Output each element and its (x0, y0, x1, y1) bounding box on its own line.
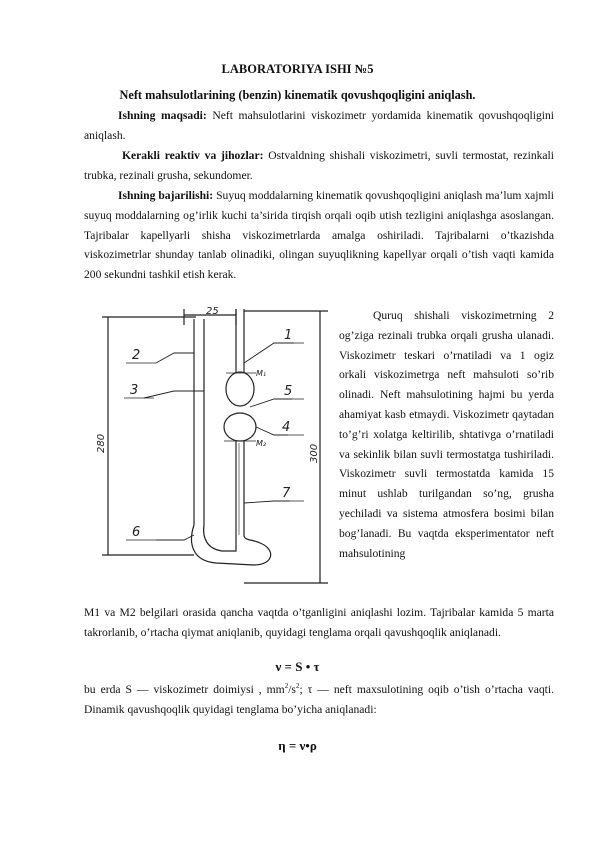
continuation-paragraph: M1 va M2 belgilari orasida qancha vaqtda o’tganligini aniqlashi lozim. Tajribalar kamida 5 marta takrorlanib, o’rtacha qiymat aniqlanib, quyidagi tenglama orqali qavushqoqlik aniqlanadi. (84, 606, 554, 639)
lab-subtitle: Neft mahsulotlarining (benzin) kinematik qovushqoqligini aniqlash. (119, 88, 476, 102)
procedure-label: Ishning bajarilishi: (118, 189, 214, 202)
explanation-sup2: 2 (295, 682, 300, 690)
kinematic-viscosity-formula: ν = S • τ (275, 659, 320, 674)
bottom-reservoir-inner (204, 525, 236, 551)
dynamic-viscosity-formula: η = ν•ρ (278, 738, 317, 753)
materials-text: Ostvaldning shishali viskozimetri, suvli termostat, rezinkali trubka, rezinali grusha, sekundomer. (84, 149, 554, 182)
label-7: 7 (282, 486, 291, 501)
leader-2 (156, 353, 194, 363)
goal-paragraph (84, 106, 554, 146)
dim-label-left: 280 (96, 433, 107, 453)
lab-title: LABORATORIYA ISHI №5 (221, 62, 374, 76)
procedure-paragraph (84, 186, 554, 285)
mark-m2: M₂ (256, 439, 267, 448)
label-1: 1 (284, 328, 293, 343)
explanation-part1: bu erda S — viskozimetr doimiysi , mm (84, 683, 285, 696)
dim-label-right: 300 (309, 443, 320, 463)
label-6: 6 (132, 525, 141, 540)
materials-label: Kerakli reaktiv va jihozlar: (122, 149, 264, 162)
explanation-sup1: 2 (284, 682, 289, 690)
label-4: 4 (282, 420, 291, 435)
dim-label-top: 25 (206, 306, 219, 317)
leader-6 (156, 535, 194, 540)
explanation-part2: /s (288, 683, 296, 696)
label-5: 5 (284, 384, 293, 399)
goal-text: Neft mahsulotlarini viskozimetr yordamida kinematik qovushqoqligini aniqlash. (84, 109, 554, 142)
leader-5 (250, 399, 292, 407)
goal-label: Ishning maqsadi: (118, 109, 207, 122)
explanation-paragraph (84, 680, 554, 720)
materials-paragraph (84, 146, 554, 186)
leader-1 (244, 343, 294, 363)
side-text: Quruq shishali viskozimetrning 2 og’ziga rezinali trubka orqali grusha ulanadi. Viskozimetr teskari o’rnatiladi va 1 ogiz orkali viskozimetrga neft mahsuloti so’rib olinadi. Neft mahsulotining hajmi bu yerda ahamiyat kasb etmaydi. Viskozimetr qaytadan to’g’ri xolatga keltirilib, shtativga o’rnatiladi va sekinlik bilan suvli termostatga tushiriladi. Viskozimetr suvli termostatda kamida 15 minut ushlab turilgandan so’ng, grusha yechiladi va sistema atmosfera bosimi bilan bog’lanadi. Bu vaqtda eksperimentator neft mahsulotining (339, 309, 554, 560)
label-2: 2 (132, 348, 141, 363)
mark-m1: M₁ (256, 369, 267, 378)
procedure-text: Suyuq moddalarning kinematik qovushqoqligini aniqlash ma’lum xajmli suyuq moddalarning og’irlik kuchi ta’sirida tirqish orqali oqib utish tezligini aniqlashga asoslangan. Tajribalar kapellyarli shisha viskozimetrlarda amalga oshiriladi. Tajribalarni o’tkazishda viskozimetrlar shunday tanlab olinadiki, olingan suyuqlikning kapellyar orqali o’tish vaqti kamida 200 sekundni tashkil etish kerak. (84, 189, 554, 282)
procedure-side-text (339, 306, 554, 563)
viscometer-diagram (84, 303, 334, 603)
leader-3 (144, 391, 204, 398)
lower-bulb (224, 413, 256, 441)
label-3: 3 (130, 383, 139, 398)
explanation-part3: ; τ — neft maxsulotining oqib o’tish o’rtacha vaqti. Dinamik qavushqoqlik quyidagi tenglama bo’yicha aniqlanadi: (84, 683, 554, 716)
upper-bulb (226, 372, 254, 406)
